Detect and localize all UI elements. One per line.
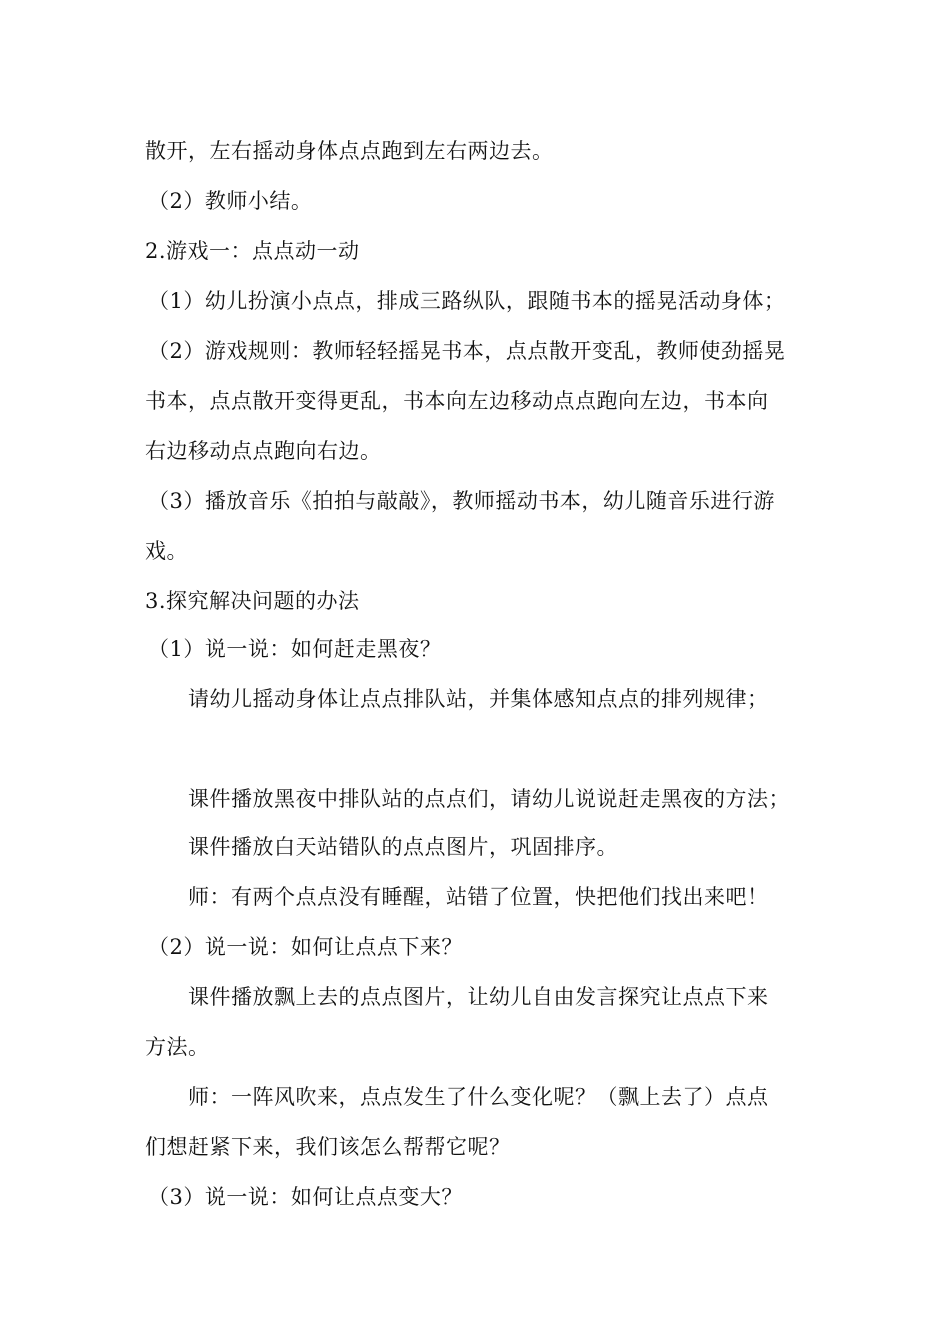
paragraph-line: 师：有两个点点没有睡醒，站错了位置，快把他们找出来吧！ [188,885,769,909]
paragraph-line: 课件播放黑夜中排队站的点点们，请幼儿说说赶走黑夜的方法； [188,787,790,811]
paragraph-line: 课件播放飘上去的点点图片，让幼儿自由发言探究让点点下来 [188,985,769,1009]
paragraph-line: （2）教师小结。 [148,189,313,213]
paragraph-line: （2）说一说：如何让点点下来？ [148,935,463,959]
paragraph-line: （3）说一说：如何让点点变大？ [148,1185,463,1209]
paragraph-line: 散开，左右摇动身体点点跑到左右两边去。 [145,139,554,163]
paragraph-line: 右边移动点点跑向右边。 [145,439,382,463]
paragraph-line: 戏。 [145,539,188,563]
paragraph-line: 师：一阵风吹来，点点发生了什么变化呢？（飘上去了）点点 [188,1085,769,1109]
paragraph-line: （1）幼儿扮演小点点，排成三路纵队，跟随书本的摇晃活动身体； [148,289,786,313]
paragraph-line: 课件播放白天站错队的点点图片，巩固排序。 [188,835,618,859]
paragraph-line: 请幼儿摇动身体让点点排队站，并集体感知点点的排列规律； [188,687,769,711]
section-heading: 2.游戏一：点点动一动 [145,239,360,263]
paragraph-line: （1）说一说：如何赶走黑夜？ [148,637,442,661]
paragraph-line: （2）游戏规则：教师轻轻摇晃书本，点点散开变乱，教师使劲摇晃 [148,339,786,363]
paragraph-line: （3）播放音乐《拍拍与敲敲》，教师摇动书本，幼儿随音乐进行游 [148,489,775,513]
section-heading: 3.探究解决问题的办法 [145,589,360,613]
paragraph-line: 方法。 [145,1035,210,1059]
paragraph-line: 书本，点点散开变得更乱，书本向左边移动点点跑向左边，书本向 [145,389,769,413]
paragraph-line: 们想赶紧下来，我们该怎么帮帮它呢？ [145,1135,511,1159]
